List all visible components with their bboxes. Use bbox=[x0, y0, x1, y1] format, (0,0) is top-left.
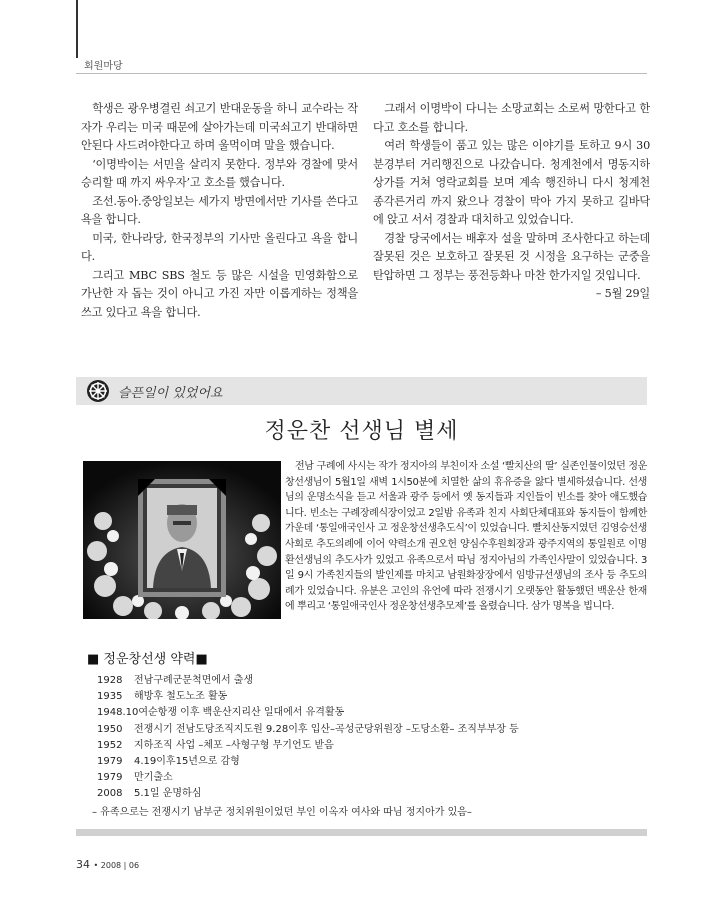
list-item: 1979 4.19이후15년으로 감형 bbox=[97, 756, 240, 768]
biography-list bbox=[97, 673, 637, 803]
list-item: 1948.10여순항쟁 이후 백운산지리산 일대에서 유격활동 bbox=[97, 707, 345, 719]
paragraph: ‘이명박이는 서민을 살리지 못한다. 정부와 경찰에 맞서 승리할 때 까지 싸우자’고 호소를 했습니다. bbox=[81, 157, 358, 189]
biography-heading: ■ 정운창선생 약력■ bbox=[87, 652, 208, 667]
paragraph: 조선.동아.중앙일보는 세가지 방면에서만 기사를 쓴다고 욕을 합니다. bbox=[81, 194, 358, 226]
issue-date: 2008 | 06 bbox=[100, 861, 140, 870]
banner-text: 슬픈일이 있었어요 bbox=[118, 386, 223, 401]
paragraph: 그리고 MBC SBS 철도 등 많은 시설을 민영화함으로 가난한 자 돕는 것이 아니고 가진 자만 이롭게하는 정책을 쓰고 있다고 욕을 합니다. bbox=[81, 268, 358, 319]
article-paragraph: 전남 구례에 사시는 작가 정지아의 부친이자 소설 ‘빨치산의 딸’ 실존인물이었던 정운창선생님이 5월1일 새벽 1시50분에 치열한 삶의 휴유증을 앓다 별세하셨습니다. 선생님의 운명소식을 듣고 서울과 광주 등에서 옛 동지들과 지인들이 빈소를 찾아 애도했습니다. 빈소는 구례장례식장이었고 2일밤 유족과 친지 사회단체대표와 동지들이 함께한 가운데 ‘통일애국인사 고 정운창선생추도식’이 있었습니다. 빨치산동지였던 김영승선생 사회로 추도의례에 이어 약력소개 권오헌 양심수후원회장과 광주지역의 통일원로 이명환선생님의 추도사가 있었고 유족으로서 따님 정지아님의 가족인사말이 있었습니다. 3일 9시 가족친지들의 발인제를 마치고 남원화장장에서 임방규선생님의 조사 등 추도의례가 있었습니다. 유분은 고인의 유언에 따라 전쟁시기 오랫동안 활동했던 백운산 한재에 뿌리고 ‘통일애국인사 정운창선생추모제’를 올렸습니다. 삼가 명복을 빕니다. bbox=[285, 461, 647, 613]
list-item: 2008 5.1일 운명하심 bbox=[97, 788, 202, 800]
section-label: 회원마당 bbox=[84, 61, 123, 72]
list-item: 1950 전쟁시기 전남도당조직지도원 9.28이후 입산–곡성군당위원장 –도당소환– 조직부부장 등 bbox=[97, 723, 519, 735]
memorial-portrait-photo bbox=[83, 461, 281, 619]
header-divider bbox=[76, 73, 647, 74]
sad-news-banner bbox=[76, 377, 647, 405]
paragraph: 미국, 한나라당, 한국정부의 기사만 올린다고 욕을 합니다. bbox=[81, 231, 358, 263]
page-footer: 34 • 2008 | 06 bbox=[76, 858, 140, 871]
paragraph: 학생은 광우병결린 쇠고기 반대운동을 하니 교수라는 작자가 우리는 미국 때문에 살아가는데 미국쇠고기 반대하면 안된다 사드려야한다고 하며 울먹이며 말을 했습니다. bbox=[81, 102, 358, 152]
date-signature: – 5월 29일 bbox=[595, 287, 650, 300]
right-column bbox=[373, 100, 650, 304]
article-body bbox=[285, 459, 647, 615]
list-item: 1935 해방후 철도노조 활동 bbox=[97, 691, 228, 703]
article-title: 정운찬 선생님 별세 bbox=[264, 419, 459, 444]
list-item: 1952 지하조직 사업 –체포 –사형구형 무기언도 받음 bbox=[97, 739, 334, 751]
header-rule bbox=[76, 0, 78, 58]
paragraph: 그래서 이명박이 다니는 소망교회는 소로써 망한다고 한다고 호소를 합니다. bbox=[373, 102, 650, 134]
page-number: 34 bbox=[76, 858, 90, 871]
list-item: 1979 만기출소 bbox=[97, 772, 173, 784]
dharma-wheel-icon bbox=[86, 379, 110, 403]
list-item: 1928 전남구례군문척면에서 출생 bbox=[97, 675, 254, 686]
paragraph: 경찰 당국에서는 배후자 설을 말하며 조사한다고 하는데 잘못된 것은 보호하고 잘못된 것 시정을 요구하는 군중을 탄압하면 그 정부는 풍전등화나 마찬 한가지일 것입니다. bbox=[373, 231, 650, 282]
left-column bbox=[81, 100, 358, 322]
paragraph: 여러 학생들이 품고 있는 많은 이야기를 토하고 9시 30분경부터 거리행진으로 나갔습니다. 청계천에서 명동지하상가를 거쳐 영락교회를 보며 계속 행진하니 다시 청계천 종각른거리 까지 왔으나 경찰이 막아 가지 못하고 길바닥에 앉고 서서 경찰과 대치하고 있었습니다. bbox=[373, 139, 650, 226]
section-bottom-bar bbox=[76, 829, 647, 836]
family-note: – 유족으로는 전쟁시기 남부군 정치위원이었던 부인 이옥자 여사와 따님 정지아가 있음– bbox=[92, 807, 472, 818]
